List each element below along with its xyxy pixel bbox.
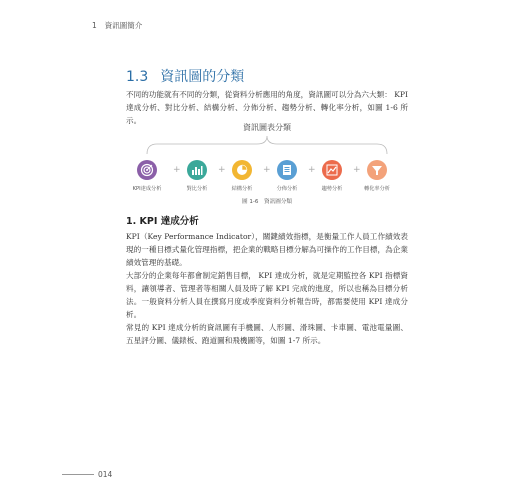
category-label: 轉化率分析	[364, 186, 390, 192]
plus-sign: +	[263, 165, 271, 175]
section-title: 資訊圖的分類	[160, 69, 245, 85]
category-structure	[222, 160, 262, 192]
target-icon	[137, 160, 157, 180]
plus-sign: +	[218, 165, 226, 175]
section-heading	[126, 66, 244, 86]
classification-diagram	[126, 122, 408, 212]
pie-chart-icon	[232, 160, 252, 180]
category-kpi	[127, 160, 167, 192]
plus-sign: +	[308, 165, 316, 175]
running-head	[92, 20, 142, 31]
chapter-title: 資訊圖簡介	[104, 21, 143, 30]
funnel-icon	[367, 160, 387, 180]
line-chart-icon	[322, 160, 342, 180]
brace-connector	[126, 132, 408, 156]
subsection-title: 1. KPI 達成分析	[126, 216, 199, 227]
plus-sign: +	[353, 165, 361, 175]
paragraph: 大部分的企業每年都會制定銷售目標， KPI 達成分析，就是定期監控各 KPI 指標資料，讓領導者、管理者等相關人員及時了解 KPI 完成的進度，所以也稱為目標分析法。一般資料分析人員在撰寫月度或季度資料分析報告時，都需要使用 KPI 達成分析。	[126, 271, 408, 319]
page-number: 014	[98, 470, 113, 479]
document-icon	[277, 160, 297, 180]
footer-rule	[62, 474, 94, 475]
paragraph: 常見的 KPI 達成分析的資訊圖有手機圖、人形圖、滑珠圖、卡車圖、電池電量圖、五星評分圖、儀錶板、跑道圖和飛機圖等，如圖 1-7 所示。	[126, 323, 408, 345]
plus-sign: +	[173, 165, 181, 175]
category-label: 對比分析	[186, 186, 208, 192]
category-comparison	[177, 160, 217, 192]
category-distribution	[267, 160, 307, 192]
category-trend	[312, 160, 352, 192]
chapter-number: 1	[92, 21, 97, 30]
category-label: 趨勢分析	[321, 186, 343, 192]
category-label: 分佈分析	[276, 186, 298, 192]
bar-chart-icon	[187, 160, 207, 180]
category-conversion	[357, 160, 397, 192]
section-number: 1.3	[126, 69, 149, 85]
category-label: KPI達成分析	[132, 186, 162, 192]
figure-caption: 圖 1-6 資訊圖分類	[241, 199, 293, 205]
page-footer	[62, 470, 112, 479]
paragraph: KPI（Key Performance Indicator），關鍵績效指標，是衡量工作人員工作績效表現的一種目標式量化管理指標，把企業的戰略目標分解為可操作的工作目標，為企業績效管理的基礎。	[126, 232, 408, 267]
intro-paragraph: 不同的功能就有不同的分類，從資料分析應用的角度，資訊圖可以分為六大類： KPI 達成分析、對比分析、結構分析、分佈分析、趨勢分析、轉化率分析，如圖 1-6 所示。	[126, 90, 408, 125]
diagram-title: 資訊圖表分類	[243, 123, 291, 132]
category-label: 結構分析	[231, 186, 253, 192]
